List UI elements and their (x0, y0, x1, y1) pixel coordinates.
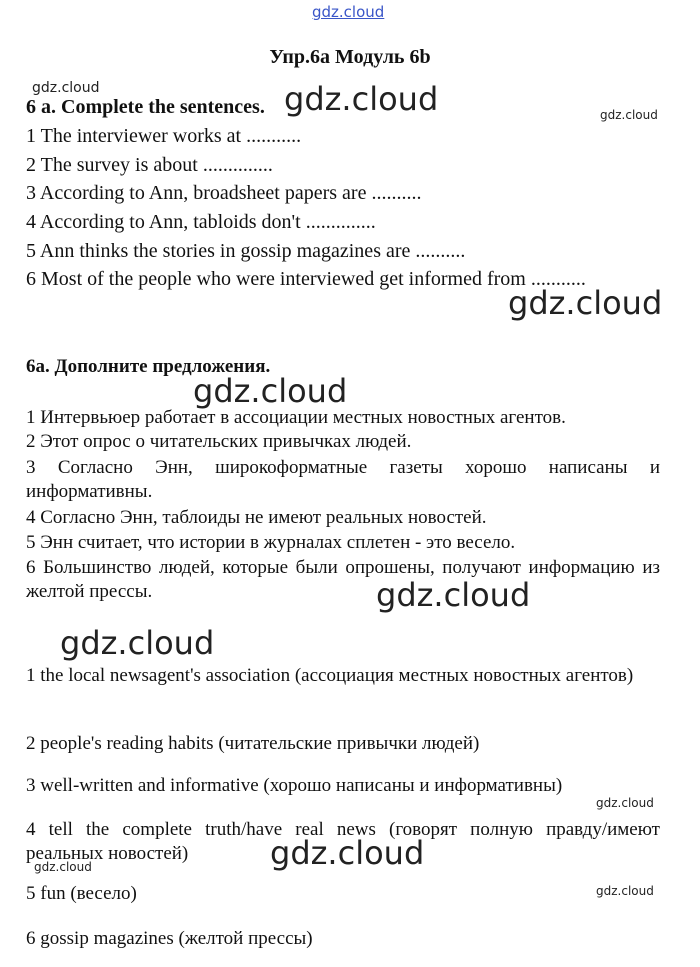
page-title: Упр.6а Модуль 6b (269, 46, 431, 68)
russian-item: 1 Интервьюер работает в ассоциации местных новостных агентов. (26, 407, 566, 428)
answer-item: 1 the local newsagent's association (ассоциация местных новостных агентов) (26, 665, 634, 686)
english-item: 1 The interviewer works at ........... (26, 125, 302, 147)
watermark: gdz.cloud (193, 372, 348, 410)
watermark: gdz.cloud (596, 796, 654, 810)
russian-item: 5 Энн считает, что истории в журналах сплетен - это весело. (26, 532, 516, 553)
watermark: gdz.cloud (284, 80, 439, 118)
watermark: gdz.cloud (60, 624, 215, 662)
watermark: gdz.cloud (596, 884, 654, 898)
watermark: gdz.cloud (270, 834, 425, 872)
watermark: gdz.cloud (32, 80, 100, 96)
answer-item: 6 gossip magazines (желтой прессы) (26, 928, 313, 949)
english-item: 4 According to Ann, tabloids don't .............. (26, 211, 376, 233)
english-item: 5 Ann thinks the stories in gossip magazines are .......... (26, 240, 466, 262)
russian-heading: 6а. Дополните предложения. (26, 356, 271, 377)
english-item: 3 According to Ann, broadsheet papers are .......... (26, 182, 422, 204)
english-item: 2 The survey is about .............. (26, 154, 273, 176)
russian-item: 3 Согласно Энн, широкоформатные газеты хорошо написаны и информативны. (26, 457, 660, 502)
watermark: gdz.cloud (376, 576, 531, 614)
watermark: gdz.cloud (34, 860, 92, 874)
watermark: gdz.cloud (600, 108, 658, 122)
watermark: gdz.cloud (508, 284, 663, 322)
answer-item: 3 well-written and informative (хорошо написаны и информативны) (26, 775, 563, 796)
answer-item: 5 fun (весело) (26, 883, 137, 904)
russian-item: 4 Согласно Энн, таблоиды не имеют реальных новостей. (26, 507, 487, 528)
english-item: 6 Most of the people who were interviewed get informed from ........... (26, 268, 586, 290)
answer-item: 2 people's reading habits (читательские привычки людей) (26, 733, 480, 754)
watermark-top-link[interactable]: gdz.cloud (312, 3, 385, 21)
english-heading: 6 a. Complete the sentences. (26, 96, 265, 118)
answer-item: 4 tell the complete truth/have real news (говорят полную правду/имеют реальных новостей) (26, 819, 660, 864)
russian-item: 6 Большинство людей, которые были опрошены, получают информацию из желтой прессы. (26, 557, 660, 602)
russian-item: 2 Этот опрос о читательских привычках людей. (26, 431, 412, 452)
